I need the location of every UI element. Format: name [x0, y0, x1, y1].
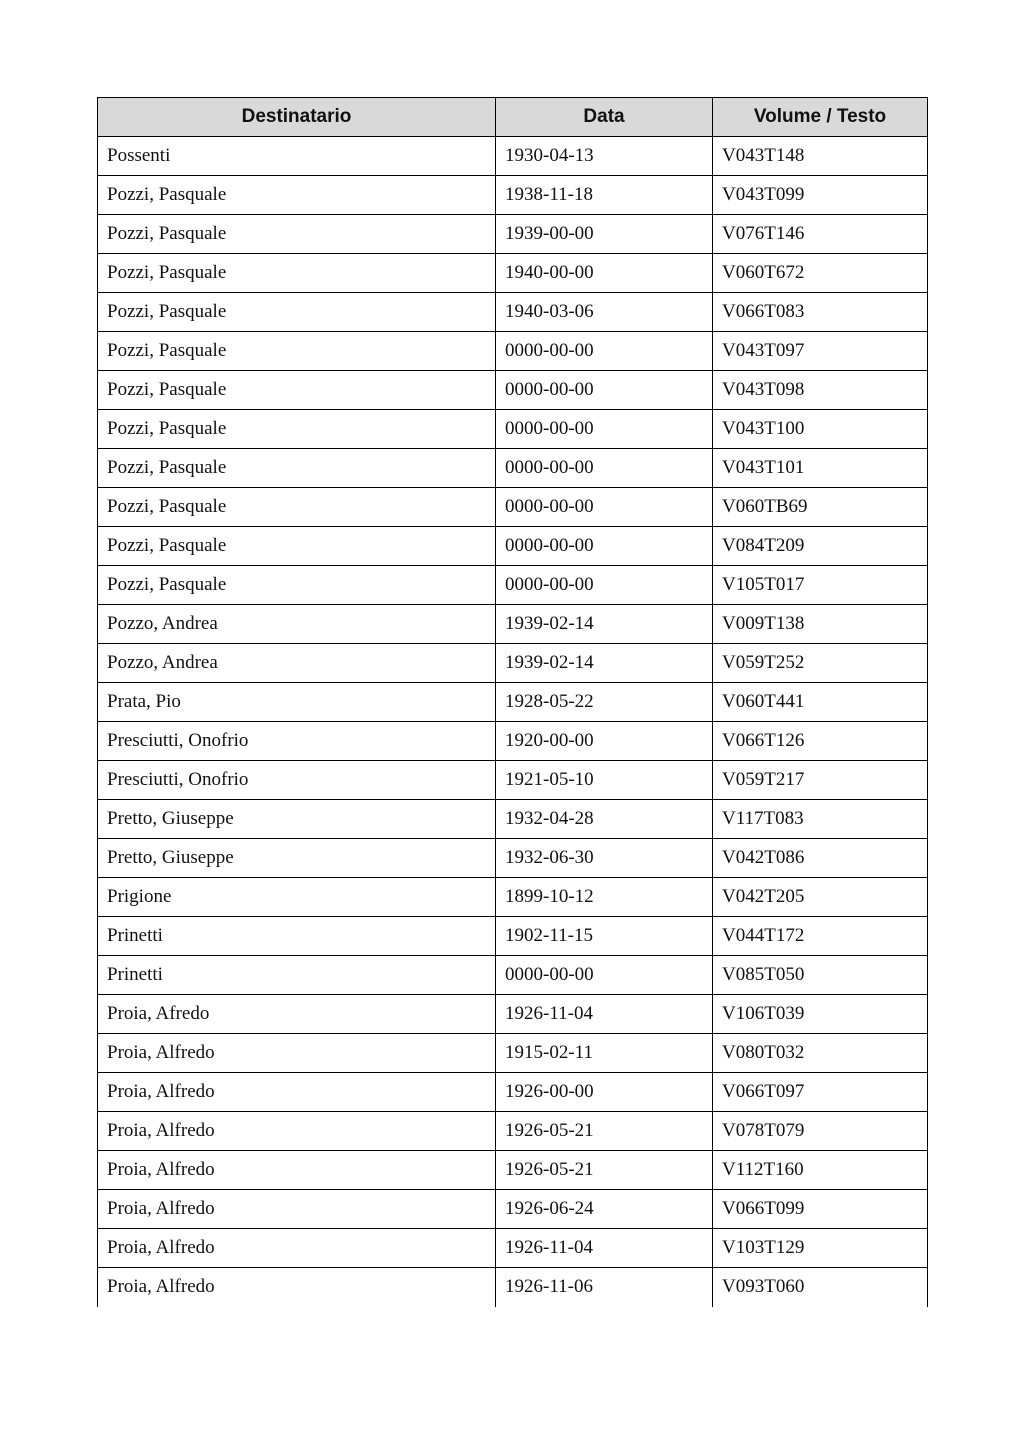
cell-data: 1926-06-24	[496, 1190, 713, 1229]
cell-data: 0000-00-00	[496, 332, 713, 371]
cell-volume-testo: V060TB69	[713, 488, 928, 527]
table-row	[98, 566, 928, 605]
cell-destinatario: Pozzi, Pasquale	[98, 488, 496, 527]
cell-data: 1932-04-28	[496, 800, 713, 839]
cell-data: 1902-11-15	[496, 917, 713, 956]
cell-volume-testo: V043T101	[713, 449, 928, 488]
cell-data: 0000-00-00	[496, 371, 713, 410]
cell-destinatario: Proia, Alfredo	[98, 1229, 496, 1268]
cell-data: 1926-11-04	[496, 995, 713, 1034]
cell-volume-testo: V043T148	[713, 137, 928, 176]
cell-data: 1940-03-06	[496, 293, 713, 332]
cell-volume-testo: V066T099	[713, 1190, 928, 1229]
cell-volume-testo: V066T083	[713, 293, 928, 332]
cell-destinatario: Pozzi, Pasquale	[98, 176, 496, 215]
table-row	[98, 878, 928, 917]
cell-destinatario: Proia, Alfredo	[98, 1073, 496, 1112]
cell-destinatario: Pozzi, Pasquale	[98, 566, 496, 605]
cell-destinatario: Pozzi, Pasquale	[98, 332, 496, 371]
table-row	[98, 254, 928, 293]
table-row	[98, 722, 928, 761]
cell-destinatario: Pozzi, Pasquale	[98, 371, 496, 410]
cell-destinatario: Proia, Alfredo	[98, 1151, 496, 1190]
table-row	[98, 995, 928, 1034]
cell-destinatario: Pozzi, Pasquale	[98, 293, 496, 332]
cell-volume-testo: V103T129	[713, 1229, 928, 1268]
table-row	[98, 332, 928, 371]
cell-data: 1939-02-14	[496, 605, 713, 644]
table-row	[98, 1229, 928, 1268]
cell-destinatario: Proia, Alfredo	[98, 1112, 496, 1151]
cell-data: 1926-11-04	[496, 1229, 713, 1268]
table-row	[98, 176, 928, 215]
cell-data: 1926-05-21	[496, 1112, 713, 1151]
table-row	[98, 1073, 928, 1112]
cell-data: 0000-00-00	[496, 488, 713, 527]
cell-data: 1939-00-00	[496, 215, 713, 254]
table-row	[98, 410, 928, 449]
cell-data: 0000-00-00	[496, 410, 713, 449]
table-row	[98, 1151, 928, 1190]
cell-destinatario: Prigione	[98, 878, 496, 917]
cell-data: 1921-05-10	[496, 761, 713, 800]
table-row	[98, 137, 928, 176]
table-row	[98, 917, 928, 956]
table-row	[98, 527, 928, 566]
cell-volume-testo: V078T079	[713, 1112, 928, 1151]
table-row	[98, 1268, 928, 1307]
cell-data: 0000-00-00	[496, 956, 713, 995]
column-header-destinatario: Destinatario	[98, 98, 496, 137]
cell-data: 1926-11-06	[496, 1268, 713, 1307]
cell-data: 1926-05-21	[496, 1151, 713, 1190]
cell-volume-testo: V117T083	[713, 800, 928, 839]
cell-volume-testo: V042T205	[713, 878, 928, 917]
cell-volume-testo: V042T086	[713, 839, 928, 878]
table-row	[98, 488, 928, 527]
table-row	[98, 839, 928, 878]
cell-destinatario: Presciutti, Onofrio	[98, 761, 496, 800]
cell-volume-testo: V084T209	[713, 527, 928, 566]
cell-data: 1926-00-00	[496, 1073, 713, 1112]
cell-volume-testo: V043T099	[713, 176, 928, 215]
cell-destinatario: Pozzo, Andrea	[98, 644, 496, 683]
cell-volume-testo: V059T217	[713, 761, 928, 800]
cell-data: 1932-06-30	[496, 839, 713, 878]
column-header-data: Data	[496, 98, 713, 137]
table-row	[98, 683, 928, 722]
column-header-volume-testo: Volume / Testo	[713, 98, 928, 137]
cell-volume-testo: V060T441	[713, 683, 928, 722]
cell-destinatario: Proia, Alfredo	[98, 1190, 496, 1229]
cell-data: 1930-04-13	[496, 137, 713, 176]
cell-volume-testo: V085T050	[713, 956, 928, 995]
cell-data: 1940-00-00	[496, 254, 713, 293]
table-row	[98, 644, 928, 683]
cell-destinatario: Prinetti	[98, 917, 496, 956]
cell-volume-testo: V060T672	[713, 254, 928, 293]
cell-volume-testo: V009T138	[713, 605, 928, 644]
cell-destinatario: Pozzi, Pasquale	[98, 215, 496, 254]
table-row	[98, 215, 928, 254]
cell-volume-testo: V066T126	[713, 722, 928, 761]
cell-data: 0000-00-00	[496, 566, 713, 605]
cell-volume-testo: V066T097	[713, 1073, 928, 1112]
table-body	[98, 137, 928, 1307]
cell-data: 1939-02-14	[496, 644, 713, 683]
cell-volume-testo: V093T060	[713, 1268, 928, 1307]
cell-data: 1920-00-00	[496, 722, 713, 761]
cell-volume-testo: V112T160	[713, 1151, 928, 1190]
cell-volume-testo: V043T100	[713, 410, 928, 449]
table-row	[98, 1190, 928, 1229]
cell-destinatario: Proia, Afredo	[98, 995, 496, 1034]
cell-data: 1928-05-22	[496, 683, 713, 722]
cell-volume-testo: V080T032	[713, 1034, 928, 1073]
cell-volume-testo: V076T146	[713, 215, 928, 254]
cell-data: 0000-00-00	[496, 449, 713, 488]
cell-destinatario: Pozzi, Pasquale	[98, 254, 496, 293]
cell-data: 1915-02-11	[496, 1034, 713, 1073]
cell-destinatario: Pretto, Giuseppe	[98, 800, 496, 839]
recipients-table	[97, 97, 928, 1307]
document-page	[97, 97, 927, 1307]
cell-volume-testo: V044T172	[713, 917, 928, 956]
cell-destinatario: Possenti	[98, 137, 496, 176]
cell-destinatario: Presciutti, Onofrio	[98, 722, 496, 761]
table-row	[98, 1112, 928, 1151]
cell-destinatario: Pretto, Giuseppe	[98, 839, 496, 878]
cell-data: 1899-10-12	[496, 878, 713, 917]
table-row	[98, 449, 928, 488]
table-row	[98, 1034, 928, 1073]
table-row	[98, 371, 928, 410]
table-row	[98, 761, 928, 800]
table-row	[98, 956, 928, 995]
cell-destinatario: Prata, Pio	[98, 683, 496, 722]
cell-volume-testo: V105T017	[713, 566, 928, 605]
cell-destinatario: Pozzo, Andrea	[98, 605, 496, 644]
cell-destinatario: Proia, Alfredo	[98, 1034, 496, 1073]
table-row	[98, 293, 928, 332]
table-row	[98, 800, 928, 839]
cell-volume-testo: V043T098	[713, 371, 928, 410]
cell-volume-testo: V059T252	[713, 644, 928, 683]
table-row	[98, 605, 928, 644]
cell-destinatario: Pozzi, Pasquale	[98, 410, 496, 449]
table-header-row	[98, 98, 928, 137]
cell-destinatario: Pozzi, Pasquale	[98, 449, 496, 488]
cell-data: 0000-00-00	[496, 527, 713, 566]
cell-volume-testo: V043T097	[713, 332, 928, 371]
cell-destinatario: Proia, Alfredo	[98, 1268, 496, 1307]
cell-destinatario: Prinetti	[98, 956, 496, 995]
cell-volume-testo: V106T039	[713, 995, 928, 1034]
cell-data: 1938-11-18	[496, 176, 713, 215]
cell-destinatario: Pozzi, Pasquale	[98, 527, 496, 566]
